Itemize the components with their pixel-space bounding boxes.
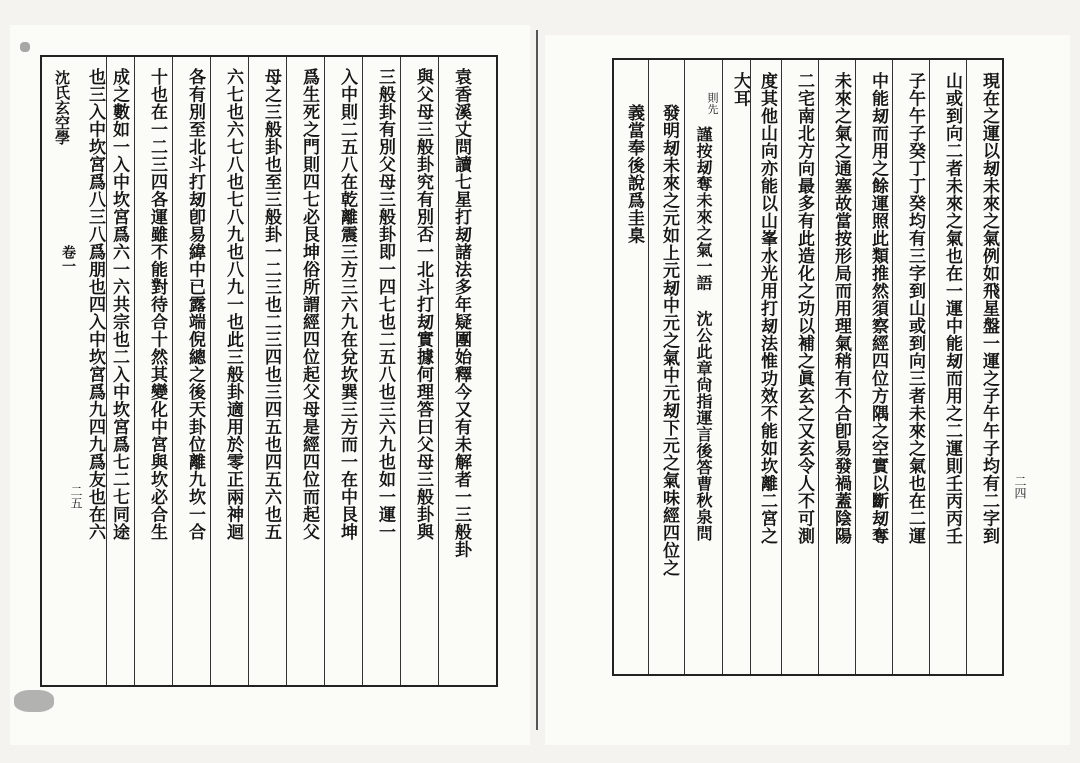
column-rule [684, 60, 685, 674]
column-rule [134, 57, 135, 685]
text-column: 中能刼而用之餘運照此類推然須察經四位方隅之空實以斷刼奪 [868, 72, 888, 545]
column-rule [324, 57, 325, 685]
text-column: 各有別至北斗打刼卽易緯中已露端倪總之後天卦位離九坎一合 [185, 68, 205, 541]
text-column: 義當奉後說爲圭臬 [624, 104, 644, 244]
column-rule [892, 60, 893, 674]
volume-label: 卷一 [60, 245, 76, 273]
scan-smudge [14, 690, 54, 712]
column-rule [722, 60, 723, 674]
column-rule [172, 57, 173, 685]
column-rule [648, 60, 649, 674]
scan-smudge [20, 42, 30, 52]
column-rule [286, 57, 287, 685]
text-column: 現在之運以刼未來之氣例如飛星盤一運之子午午子均有二字到 [979, 72, 999, 545]
text-column: 山或到向二者未來之氣也在一運中能刼而用之二運則壬丙丙壬 [942, 72, 962, 545]
text-column: 母之三般卦也至三般卦一二三也二三四也三四五也四五六也五 [261, 68, 281, 541]
column-rule [400, 57, 401, 685]
running-head: 沈氏玄空學 [53, 70, 71, 145]
column-rule [210, 57, 211, 685]
text-column: 未來之氣之通塞故當按形局而用理氣稍有不合卽易發禍蓋陰陽 [831, 72, 851, 545]
text-column: 爲生死之門則四七必艮坤俗所謂經四位起父母是經四位而起父 [299, 68, 319, 541]
column-rule [438, 57, 439, 685]
right-page-number: 二四 [1013, 475, 1027, 499]
text-column: 二宅南北方向最多有此造化之功以補之眞玄之又玄令人不可測 [794, 72, 814, 545]
text-column: 十也在一二三四各運雖不能對待合十然其變化中宮與坎必合生 [147, 68, 167, 541]
column-rule [855, 60, 856, 674]
left-page-number: 二五 [69, 485, 83, 509]
text-column: 也三入中坎宮爲八三八爲朋也四入中坎宮爲九四九爲友也在六 [85, 68, 105, 541]
column-rule [750, 60, 751, 674]
column-rule [929, 60, 930, 674]
column-rule [248, 57, 249, 685]
text-column: 謹按刼奪未來之氣一語 沈公此章尙指運言後答曹秋泉問 [694, 126, 713, 542]
text-column: 與父母三般卦究有別否一北斗打刼實據何理答曰父母三般卦與 [413, 68, 433, 541]
text-column: 度其他山向亦能以山峯水光用打刼法惟功效不能如坎離二宮之 [757, 72, 777, 545]
text-column: 六七也六七八也七八九也八九一也此三般卦適用於零正兩神迴 [223, 68, 243, 541]
text-column: 大耳 [730, 72, 750, 107]
text-column: 發明刼未來之元如上元刼中元之氣中元刼下元之氣味經四位之 [659, 104, 679, 577]
text-column: 袁香溪丈問讀七星打刼諸法多年疑團始釋今又有未解者一三般卦 [451, 68, 471, 558]
annotation-note: 則先 [706, 92, 719, 115]
column-rule [818, 60, 819, 674]
text-column: 三般卦有別父母三般卦即一四七也二五八也三六九也如一運一 [375, 68, 395, 541]
column-rule [966, 60, 967, 674]
column-rule [362, 57, 363, 685]
text-column: 入中則二五八在乾離震三方三六九在兌坎巽三方而一在中艮坤 [337, 68, 357, 541]
column-rule [106, 57, 107, 685]
text-column: 子午午子癸丁丁癸均有三字到山或到向三者未來之氣也在二運 [905, 72, 925, 545]
text-column: 成之數如一入中坎宮爲六一六共宗也二入中坎宮爲七二七同途 [109, 68, 129, 541]
column-rule [781, 60, 782, 674]
book-spine [536, 30, 538, 730]
